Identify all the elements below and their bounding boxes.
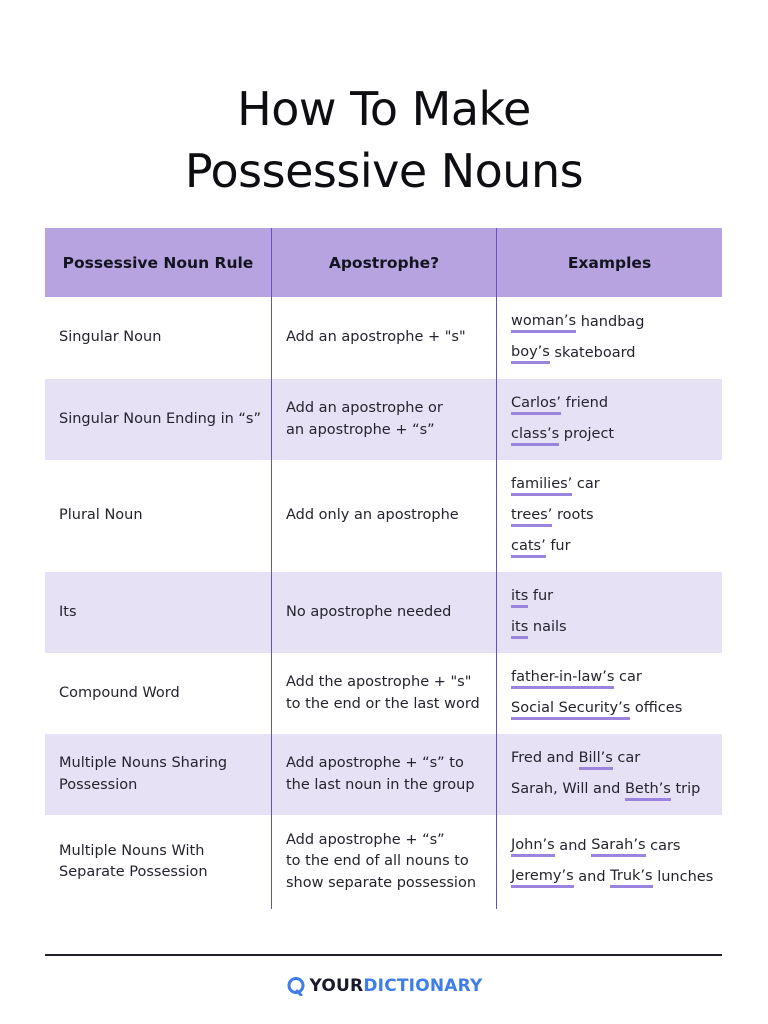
possessive-word: trees’ bbox=[511, 506, 552, 527]
rule-text-line: Singular Noun bbox=[59, 329, 162, 346]
rule-text-line: Multiple Nouns With bbox=[59, 842, 205, 859]
table-row bbox=[45, 734, 722, 815]
table-row bbox=[45, 653, 722, 734]
possessive-word: Social Security’s bbox=[511, 699, 630, 720]
example-line bbox=[511, 744, 640, 775]
example-text: and bbox=[554, 837, 592, 854]
header-examples: Examples bbox=[567, 253, 652, 272]
rule-cell bbox=[45, 460, 272, 572]
apostrophe-text-line: show separate possession bbox=[286, 874, 477, 891]
examples-cell bbox=[497, 460, 722, 572]
example-text: fur bbox=[528, 588, 554, 605]
apostrophe-cell bbox=[272, 815, 497, 909]
example-text: trip bbox=[670, 781, 701, 798]
example-text: and bbox=[573, 868, 611, 885]
example-line bbox=[511, 501, 594, 532]
example-line bbox=[511, 582, 553, 613]
possessive-word: Sarah’s bbox=[591, 836, 645, 857]
apostrophe-cell bbox=[272, 734, 497, 815]
example-text: skateboard bbox=[549, 344, 636, 361]
apostrophe-cell bbox=[272, 572, 497, 653]
rule-text-line: Possession bbox=[59, 776, 138, 793]
example-line bbox=[511, 389, 608, 420]
apostrophe-cell bbox=[272, 460, 497, 572]
logo-text-dictionary: DICTIONARY bbox=[363, 976, 483, 996]
title-line-1: How To Make bbox=[237, 82, 531, 136]
example-text: car bbox=[572, 476, 600, 493]
header-apostrophe: Apostrophe? bbox=[272, 228, 497, 297]
apostrophe-text-line: the last noun in the group bbox=[286, 776, 475, 793]
example-text: lunches bbox=[652, 868, 714, 885]
example-line bbox=[511, 613, 567, 644]
possessive-word: Jeremy’s bbox=[511, 867, 574, 888]
possessive-word: woman’s bbox=[511, 312, 576, 333]
rule-text-line: Compound Word bbox=[59, 684, 180, 701]
table-row bbox=[45, 572, 722, 653]
example-text: Sarah, Will and bbox=[511, 781, 625, 798]
page-title bbox=[0, 78, 768, 202]
example-line bbox=[511, 694, 682, 725]
logo-text-your: YOUR bbox=[309, 976, 364, 996]
apostrophe-text-line: Add only an apostrophe bbox=[286, 507, 459, 524]
possessive-word: cats’ bbox=[511, 537, 546, 558]
rule-text-line: Plural Noun bbox=[59, 507, 143, 524]
apostrophe-text-line: an apostrophe + “s” bbox=[286, 421, 435, 438]
example-text: nails bbox=[528, 619, 567, 636]
table-row bbox=[45, 297, 722, 379]
apostrophe-cell bbox=[272, 297, 497, 379]
examples-cell bbox=[497, 572, 722, 653]
table-header-row bbox=[45, 228, 722, 297]
example-text: offices bbox=[630, 700, 683, 717]
example-line bbox=[511, 420, 614, 451]
example-text: Fred and bbox=[511, 750, 579, 767]
example-line bbox=[511, 663, 642, 694]
example-line bbox=[511, 338, 636, 369]
possessive-word: families’ bbox=[511, 475, 572, 496]
apostrophe-text-line: Add an apostrophe + "s" bbox=[286, 329, 466, 346]
apostrophe-text-line: Add an apostrophe or bbox=[286, 400, 443, 416]
possessive-word: Bill’s bbox=[579, 749, 613, 770]
example-line bbox=[511, 775, 700, 806]
example-text: cars bbox=[645, 837, 681, 854]
possessive-word: boy’s bbox=[511, 343, 550, 364]
apostrophe-cell bbox=[272, 379, 497, 460]
rule-cell bbox=[45, 653, 272, 734]
footer-divider bbox=[45, 954, 722, 956]
possessive-word: its bbox=[511, 618, 528, 639]
possessive-word: its bbox=[511, 587, 528, 608]
example-text: project bbox=[559, 426, 615, 443]
possessive-word: class’s bbox=[511, 425, 559, 446]
apostrophe-text-line: to the end of all nouns to bbox=[286, 853, 469, 870]
yourdictionary-logo[interactable] bbox=[0, 976, 768, 996]
possessive-word: father-in-law’s bbox=[511, 668, 614, 689]
apostrophe-text-line: to the end or the last word bbox=[286, 695, 480, 712]
example-text: handbag bbox=[576, 313, 645, 330]
examples-cell bbox=[497, 734, 722, 815]
rule-cell bbox=[45, 379, 272, 460]
table-body bbox=[45, 297, 722, 909]
rule-cell bbox=[45, 572, 272, 653]
rule-text-line: Singular Noun Ending in “s” bbox=[59, 410, 262, 427]
example-line bbox=[511, 307, 644, 338]
possessive-word: Beth’s bbox=[625, 780, 671, 801]
table-row bbox=[45, 460, 722, 572]
example-text: car bbox=[612, 750, 641, 767]
title-line-2: Possessive Nouns bbox=[184, 144, 584, 198]
example-line bbox=[511, 831, 680, 862]
rule-cell bbox=[45, 297, 272, 379]
example-line bbox=[511, 862, 713, 893]
rule-text-line: Separate Possession bbox=[59, 864, 208, 880]
rule-cell bbox=[45, 815, 272, 909]
table-row bbox=[45, 379, 722, 460]
apostrophe-text-line: No apostrophe needed bbox=[286, 603, 452, 620]
possessive-word: Truk’s bbox=[610, 867, 652, 888]
possessive-rules-table bbox=[45, 228, 722, 909]
examples-cell bbox=[497, 815, 722, 909]
rule-text-line: Multiple Nouns Sharing bbox=[59, 755, 228, 771]
rule-cell bbox=[45, 734, 272, 815]
possessive-word: Carlos’ bbox=[511, 394, 561, 415]
examples-cell bbox=[497, 379, 722, 460]
example-line bbox=[511, 532, 571, 563]
examples-cell bbox=[497, 653, 722, 734]
apostrophe-text-line: Add apostrophe + “s” bbox=[286, 831, 445, 848]
header-rule: Possessive Noun Rule bbox=[45, 228, 272, 297]
example-text: friend bbox=[561, 395, 609, 412]
rule-text-line: Its bbox=[59, 603, 77, 620]
example-text: car bbox=[614, 669, 642, 686]
apostrophe-text-line: Add apostrophe + “s” to bbox=[286, 755, 464, 771]
apostrophe-cell bbox=[272, 653, 497, 734]
example-text: fur bbox=[545, 538, 571, 555]
q-shaped-logo-icon bbox=[286, 976, 306, 996]
example-text: roots bbox=[552, 507, 594, 524]
example-line bbox=[511, 470, 600, 501]
possessive-word: John’s bbox=[511, 836, 555, 857]
examples-cell bbox=[497, 297, 722, 379]
table-row bbox=[45, 815, 722, 909]
apostrophe-text-line: Add the apostrophe + "s" bbox=[286, 674, 472, 690]
